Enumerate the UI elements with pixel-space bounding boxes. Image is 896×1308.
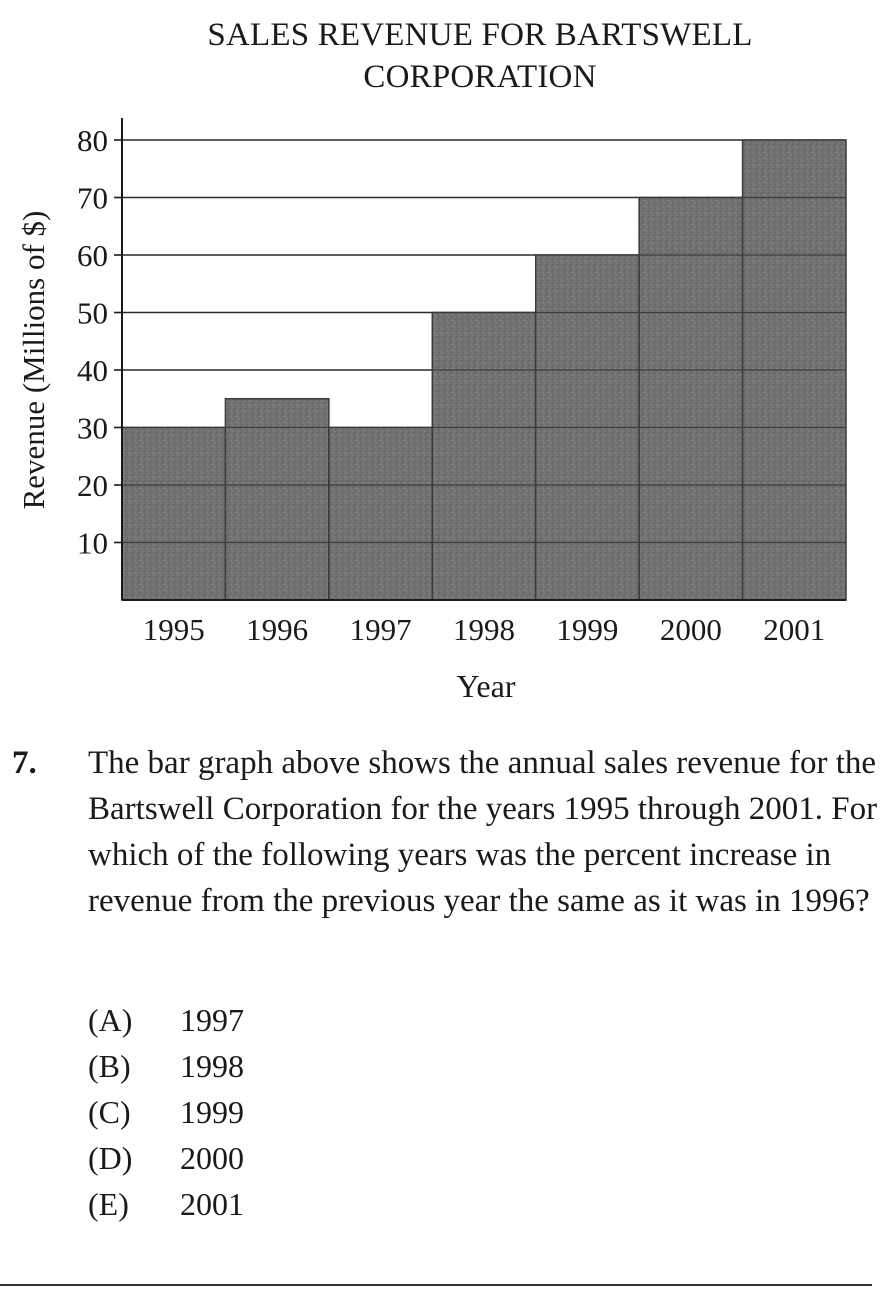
answer-choices [88, 997, 244, 1227]
choice-e-value: 2001 [180, 1186, 244, 1222]
y-tick-label-70: 70 [77, 180, 108, 216]
choice-b[interactable] [88, 1043, 244, 1089]
x-tick-label-1996: 1996 [246, 612, 309, 647]
bar-1998 [432, 313, 535, 601]
x-tick-labels [143, 612, 826, 647]
bar-1996 [225, 399, 328, 600]
choice-c-letter: (C) [88, 1094, 131, 1130]
y-tick-label-30: 30 [77, 410, 108, 446]
y-axis-label: Revenue (Millions of $) [16, 210, 51, 510]
chart-title-line-2: CORPORATION [363, 59, 597, 95]
choice-a-value: 1997 [180, 1002, 244, 1038]
choice-b-value: 1998 [180, 1048, 244, 1084]
y-tick-label-20: 20 [77, 468, 108, 503]
choice-c-value: 1999 [180, 1094, 244, 1130]
x-tick-label-1998: 1998 [453, 612, 515, 647]
y-tick-label-10: 10 [77, 525, 108, 561]
x-tick-label-1995: 1995 [142, 612, 205, 647]
choice-e[interactable] [88, 1181, 244, 1227]
y-tick-label-60: 60 [77, 238, 108, 273]
choice-d-letter: (D) [88, 1140, 133, 1176]
x-tick-label-1997: 1997 [349, 612, 412, 647]
question-number: 7. [12, 745, 37, 781]
x-tick-label-2000: 2000 [659, 612, 722, 647]
x-tick-label-1999: 1999 [556, 612, 619, 647]
y-tick-label-80: 80 [77, 123, 108, 158]
x-tick-label-2001: 2001 [763, 612, 826, 647]
y-tick-label-40: 40 [77, 353, 108, 388]
choice-b-letter: (B) [88, 1048, 131, 1084]
x-axis-label: Year [456, 668, 516, 704]
y-tick-labels [77, 123, 108, 561]
bar-2000 [639, 198, 742, 601]
bar-1997 [329, 428, 432, 601]
bottom-divider [0, 1284, 872, 1286]
question-text: The bar graph above shows the annual sales revenue for the Bartswell Corporation for the years 1995 through 2001. For which of the following years was the percent increase in revenue from the previous year the same as it was in 1996? [88, 745, 878, 919]
choice-c[interactable] [88, 1089, 244, 1135]
choice-a[interactable] [88, 997, 244, 1043]
chart-title-line-1: SALES REVENUE FOR BARTSWELL [207, 17, 753, 53]
y-tick-label-50: 50 [77, 295, 108, 331]
choice-a-letter: (A) [88, 1002, 133, 1038]
bar-1995 [122, 428, 225, 601]
choice-d-value: 2000 [180, 1140, 244, 1176]
choice-d[interactable] [88, 1135, 244, 1181]
choice-e-letter: (E) [88, 1186, 129, 1222]
